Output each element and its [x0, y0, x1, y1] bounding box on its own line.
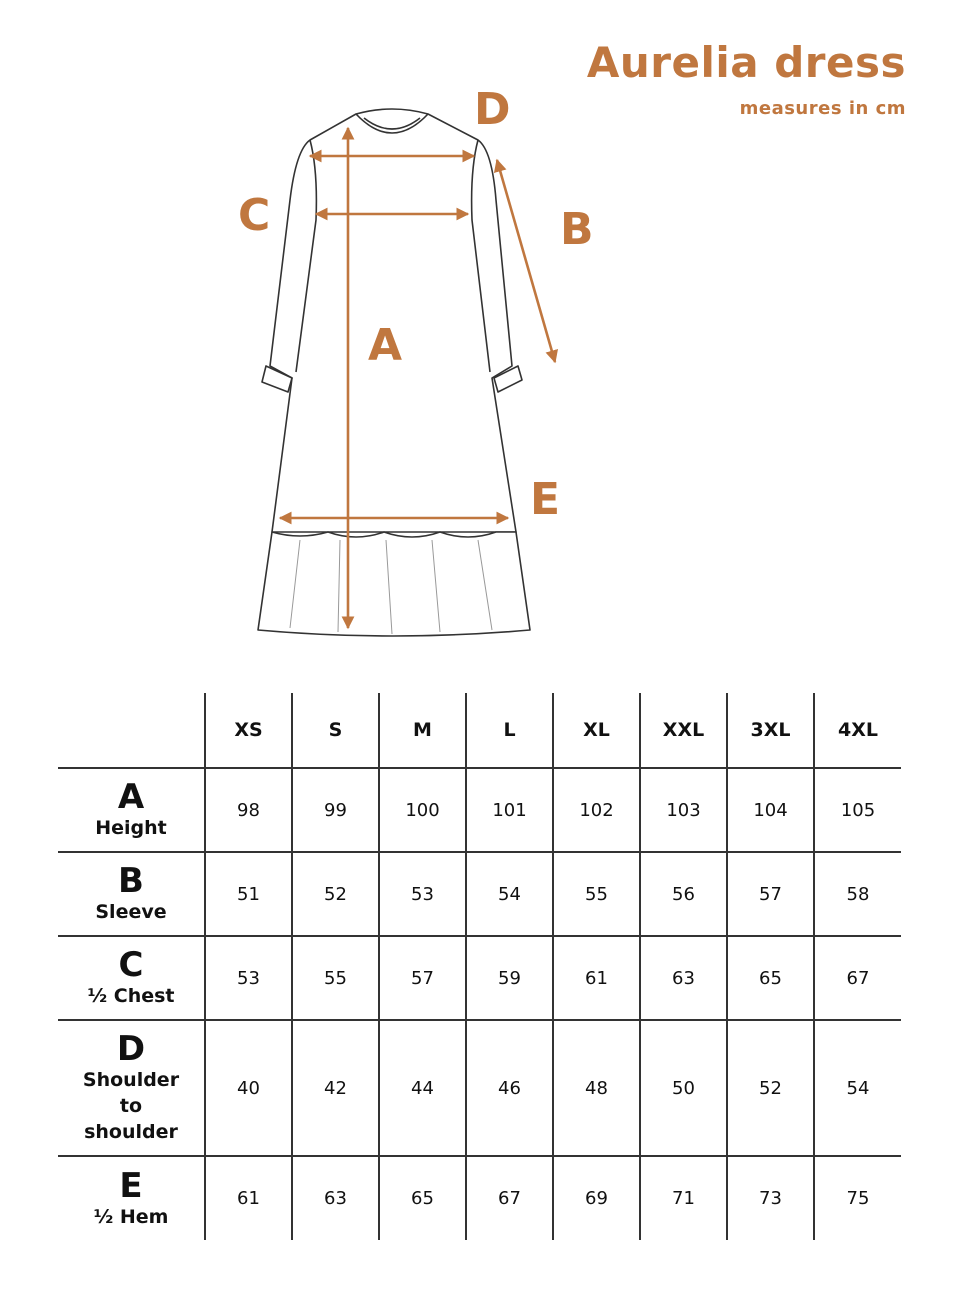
size-header: 4XL [814, 693, 901, 768]
size-header: M [379, 693, 466, 768]
value-cell: 59 [466, 936, 553, 1020]
row-letter: E [119, 1165, 143, 1206]
value-cell: 55 [553, 852, 640, 936]
table-row [58, 1020, 901, 1156]
value-cell: 54 [466, 852, 553, 936]
value-cell: 103 [640, 768, 727, 852]
value-cell: 44 [379, 1020, 466, 1156]
value-cell: 52 [292, 852, 379, 936]
value-cell: 71 [640, 1156, 727, 1240]
table-row [58, 936, 901, 1020]
dress-outline [258, 109, 530, 636]
table-row [58, 852, 901, 936]
value-cell: 63 [640, 936, 727, 1020]
row-letter: C [118, 945, 144, 985]
units-note: measures in cm [739, 98, 906, 119]
row-header-shoulder [58, 1020, 205, 1156]
row-header-hem [58, 1156, 205, 1240]
value-cell: 61 [205, 1156, 292, 1240]
value-cell: 50 [640, 1020, 727, 1156]
corner-cell [58, 693, 205, 768]
value-cell: 67 [466, 1156, 553, 1240]
size-header: 3XL [727, 693, 814, 768]
value-cell: 53 [379, 852, 466, 936]
value-cell: 99 [292, 768, 379, 852]
value-cell: 65 [379, 1156, 466, 1240]
row-letter: A [117, 777, 145, 817]
table-row [58, 768, 901, 852]
value-cell: 65 [727, 936, 814, 1020]
value-cell: 98 [205, 768, 292, 852]
row-header-height [58, 768, 205, 852]
size-header: L [466, 693, 553, 768]
value-cell: 63 [292, 1156, 379, 1240]
value-cell: 54 [814, 1020, 901, 1156]
label-d: D [474, 84, 511, 135]
value-cell: 61 [553, 936, 640, 1020]
size-header-row [58, 693, 901, 768]
value-cell: 53 [205, 936, 292, 1020]
value-cell: 51 [205, 852, 292, 936]
value-cell: 46 [466, 1020, 553, 1156]
size-header: XXL [640, 693, 727, 768]
value-cell: 42 [292, 1020, 379, 1156]
size-header: XL [553, 693, 640, 768]
value-cell: 100 [379, 768, 466, 852]
label-c: C [238, 190, 271, 241]
value-cell: 102 [553, 768, 640, 852]
row-header-chest [58, 936, 205, 1020]
row-name: ½ Chest [87, 985, 175, 1007]
row-name: ½ Hem [93, 1205, 169, 1228]
label-e: E [530, 474, 561, 525]
value-cell: 69 [553, 1156, 640, 1240]
value-cell: 105 [814, 768, 901, 852]
size-chart-table [58, 693, 901, 1240]
product-title: Aurelia dress [586, 38, 906, 87]
table-row [58, 1156, 901, 1240]
value-cell: 56 [640, 852, 727, 936]
row-name: Height [95, 817, 167, 839]
row-letter: B [118, 861, 144, 901]
value-cell: 52 [727, 1020, 814, 1156]
size-header: XS [205, 693, 292, 768]
row-header-sleeve [58, 852, 205, 936]
size-header: S [292, 693, 379, 768]
value-cell: 104 [727, 768, 814, 852]
value-cell: 67 [814, 936, 901, 1020]
value-cell: 58 [814, 852, 901, 936]
value-cell: 75 [814, 1156, 901, 1240]
label-a: A [368, 320, 403, 371]
value-cell: 101 [466, 768, 553, 852]
value-cell: 48 [553, 1020, 640, 1156]
row-name: Shoulder to shoulder [82, 1069, 180, 1143]
row-name: Sleeve [95, 901, 167, 923]
value-cell: 55 [292, 936, 379, 1020]
value-cell: 40 [205, 1020, 292, 1156]
value-cell: 57 [727, 852, 814, 936]
label-b: B [560, 204, 594, 255]
value-cell: 73 [727, 1156, 814, 1240]
value-cell: 57 [379, 936, 466, 1020]
row-letter: D [116, 1029, 146, 1069]
